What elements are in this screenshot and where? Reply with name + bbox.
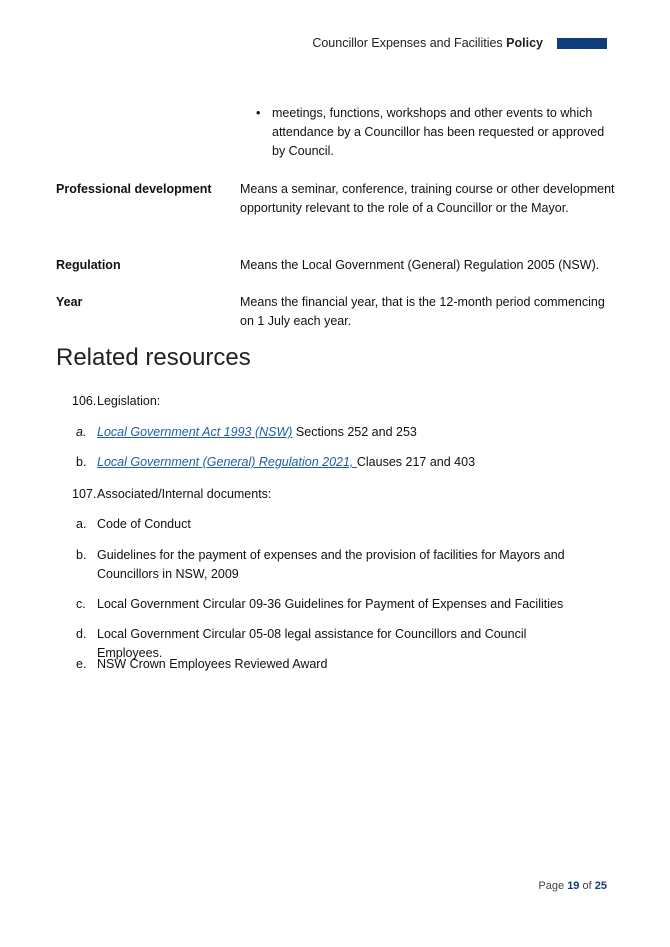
of-word: of <box>582 880 592 892</box>
legislation-detail: Clauses 217 and 403 <box>356 455 476 469</box>
item-number: 107. <box>72 487 97 501</box>
legislation-detail: Sections 252 and 253 <box>292 425 417 439</box>
bullet-glyph: • <box>256 106 261 120</box>
definition-term: Regulation <box>56 258 121 272</box>
list-item <box>72 546 592 584</box>
document-title <box>312 36 543 50</box>
item-label: Legislation: <box>97 394 161 408</box>
numbered-item-documents <box>72 485 271 504</box>
definition-description: Means the financial year, that is the 12-month period commencing on 1 July each year. <box>240 295 605 328</box>
bullet-text: meetings, functions, workshops and other events to which attendance by a Councillor has been requested or approved by Council. <box>272 106 605 158</box>
page-current: 19 <box>567 880 580 892</box>
list-letter: b. <box>76 455 87 469</box>
legislation-link[interactable]: Local Government (General) Regulation 2021, <box>97 455 357 469</box>
list-item-text: Local Government Circular 05-08 legal assistance for Councillors and Council Employees. <box>97 627 527 660</box>
definition-description: Means a seminar, conference, training course or other development opportunity relevant to the role of a Councillor or the Mayor. <box>240 182 615 215</box>
definition-row <box>56 256 616 275</box>
page-total: 25 <box>594 880 607 892</box>
bullet-continuation <box>256 104 611 161</box>
list-item <box>72 515 592 534</box>
page-header <box>312 36 607 50</box>
definition-description: Means the Local Government (General) Regulation 2005 (NSW). <box>240 258 600 272</box>
header-accent-bar <box>557 38 607 49</box>
list-item <box>72 595 592 614</box>
list-item <box>72 423 592 442</box>
document-title-bold: Policy <box>506 36 543 50</box>
list-letter: b. <box>76 548 87 562</box>
list-letter: c. <box>76 597 86 611</box>
definition-row <box>56 293 616 331</box>
list-letter: a. <box>76 425 87 439</box>
list-item-text: NSW Crown Employees Reviewed Award <box>97 657 328 671</box>
item-label: Associated/Internal documents: <box>97 487 272 501</box>
section-heading: Related resources <box>56 344 251 371</box>
list-item-text: Guidelines for the payment of expenses and the provision of facilities for Mayors and Councillors in NSW, 2009 <box>97 548 565 581</box>
legislation-link[interactable]: Local Government Act 1993 (NSW) <box>97 425 293 439</box>
document-title-prefix: Councillor Expenses and Facilities <box>312 36 503 50</box>
list-item-text: Local Government Circular 09-36 Guidelines for Payment of Expenses and Facilities <box>97 597 564 611</box>
page-word: Page <box>538 880 565 892</box>
list-letter: a. <box>76 517 87 531</box>
list-item <box>72 453 592 472</box>
list-letter: d. <box>76 627 87 641</box>
item-number: 106. <box>72 394 97 408</box>
definition-term: Professional development <box>56 182 212 196</box>
definition-row <box>56 180 616 218</box>
page-footer <box>538 880 607 892</box>
list-letter: e. <box>76 657 87 671</box>
list-item-text: Code of Conduct <box>97 517 191 531</box>
numbered-item-legislation <box>72 392 160 411</box>
list-item <box>72 655 592 674</box>
definition-term: Year <box>56 295 83 309</box>
